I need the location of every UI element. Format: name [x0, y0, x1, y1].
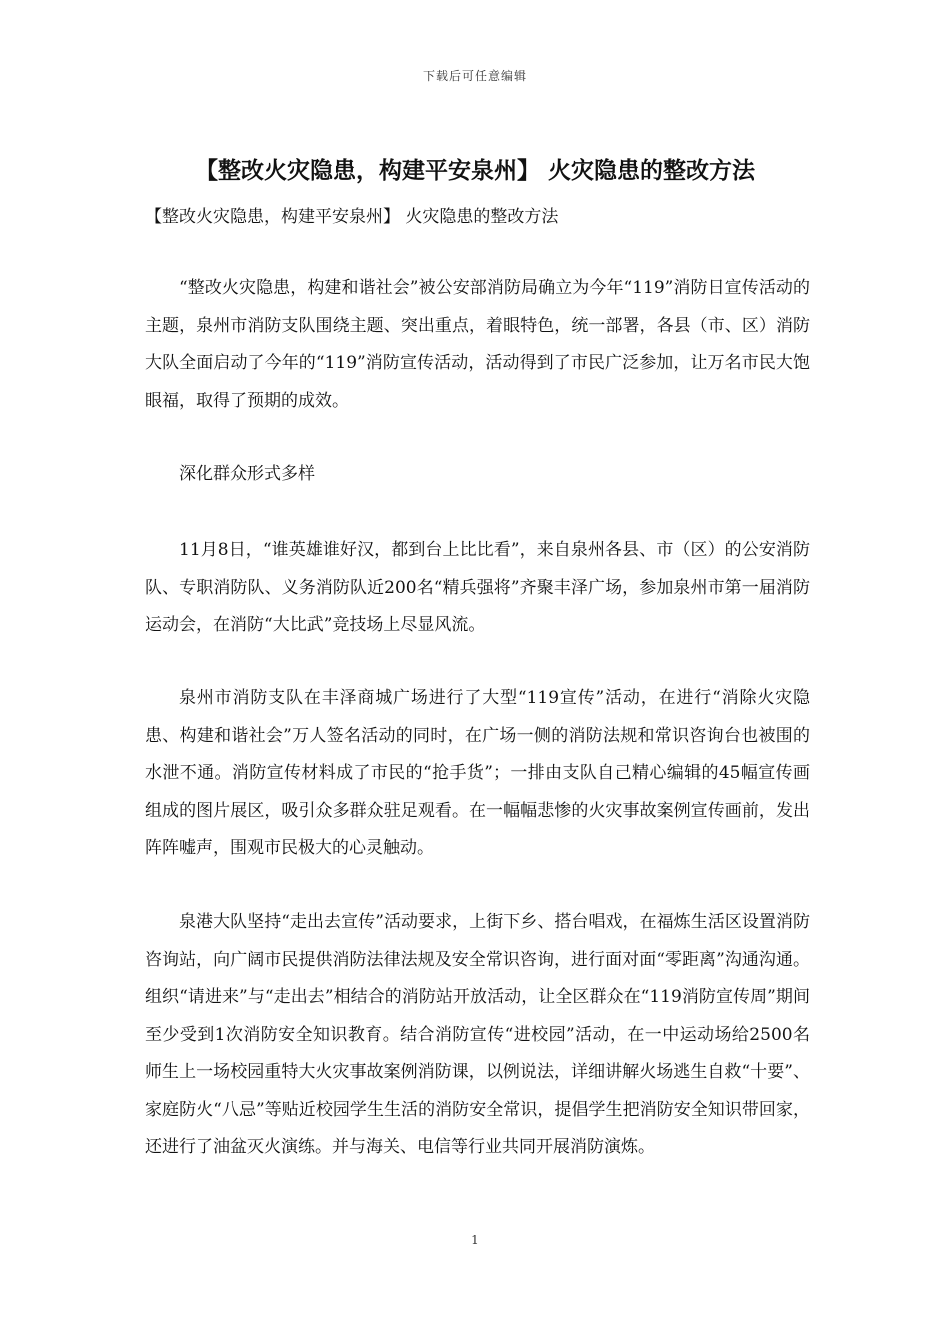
- paragraph-plaza-campaign: 泉州市消防支队在丰泽商城广场进行了大型“119宣传”活动，在进行“消除火灾隐患、构建和谐社会”万人签名活动的同时，在广场一侧的消防法规和常识咨询台也被围的水泄不通。消防宣传材料成了市民的“抢手货”；一排由支队自己精心编辑的45幅宣传画组成的图片展区，吸引众多群众驻足观看。在一幅幅悲惨的火灾事故案例宣传画前，发出阵阵嘘声，围观市民极大的心灵触动。: [145, 688, 810, 858]
- header-note: 下载后可任意编辑: [422, 69, 527, 83]
- section-heading: 深化群众形式多样: [179, 464, 315, 484]
- paragraph-sports-meet: 11月8日，“谁英雄谁好汉，都到台上比比看”，来自泉州各县、市（区）的公安消防队、专职消防队、义务消防队近200名“精兵强将”齐聚丰泽广场，参加泉州市第一届消防运动会，在消防“大比武”竞技场上尽显风流。: [145, 540, 810, 635]
- page-number: 1: [471, 1233, 479, 1247]
- document-subtitle: 【整改火灾隐患，构建平安泉州】 火灾隐患的整改方法: [145, 207, 559, 227]
- paragraph-intro: “整改火灾隐患，构建和谐社会”被公安部消防局确立为今年“119”消防日宣传活动的主题，泉州市消防支队围绕主题、突出重点，着眼特色，统一部署，各县（市、区）消防大队全面启动了今年的“119”消防宣传活动，活动得到了市民广泛参加，让万名市民大饱眼福，取得了预期的成效。: [145, 278, 810, 411]
- paragraph-quangang-brigade: 泉港大队坚持“走出去宣传”活动要求，上街下乡、搭台唱戏，在福炼生活区设置消防咨询站，向广阔市民提供消防法律法规及安全常识咨询，进行面对面“零距离”沟通沟通。组织“请进来”与“走出去”相结合的消防站开放活动，让全区群众在“119消防宣传周”期间至少受到1次消防安全知识教育。结合消防宣传“进校园”活动，在一中运动场给2500名师生上一场校园重特大火灾事故案例消防课，以例说法，详细讲解火场逃生自救“十要”、家庭防火“八忌”等贴近校园学生生活的消防安全常识，提倡学生把消防安全知识带回家，还进行了油盆灭火演练。并与海关、电信等行业共同开展消防演炼。: [145, 912, 810, 1157]
- document-title: 【整改火灾隐患，构建平安泉州】 火灾隐患的整改方法: [194, 157, 755, 184]
